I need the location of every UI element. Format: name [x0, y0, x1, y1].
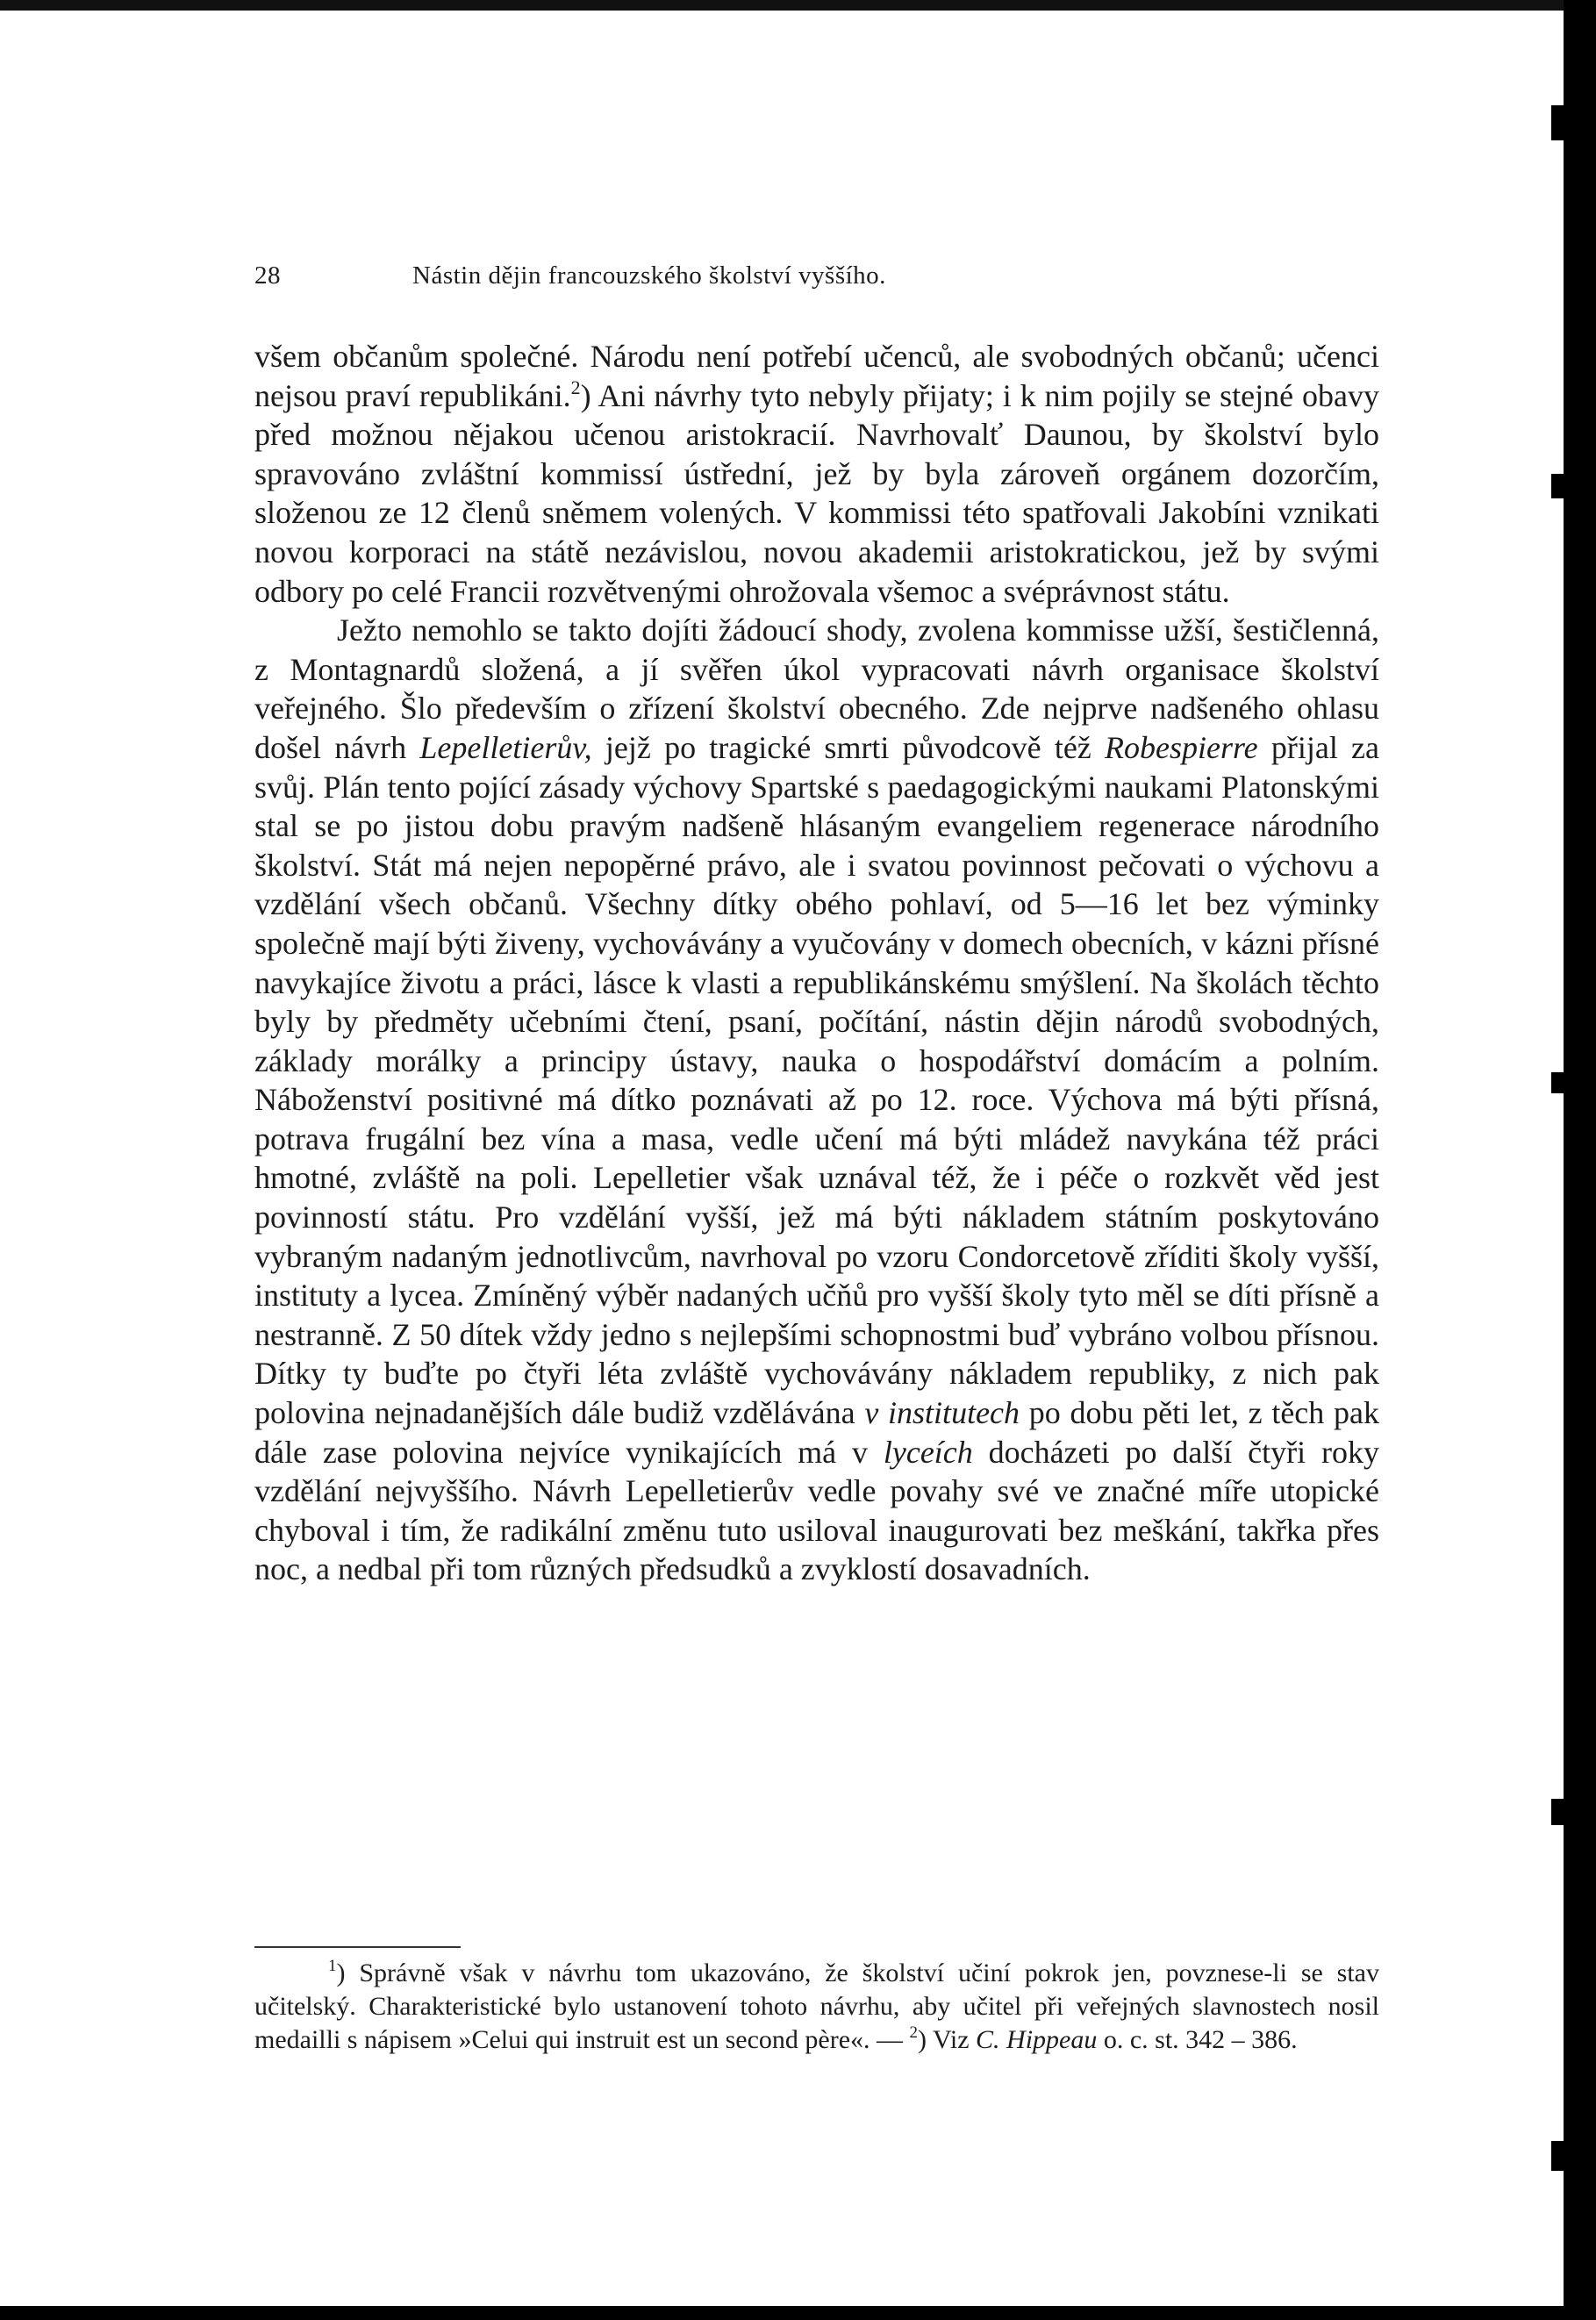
scan-edge-right [1564, 0, 1596, 2320]
text-run: jejž po tragické smrti původcově též [591, 729, 1106, 765]
paragraph-1 [254, 337, 1379, 611]
paragraph-2 [254, 611, 1379, 1589]
footnote-divider [254, 1946, 461, 1948]
text-run: přijal za svůj. Plán tento pojící zásady výchovy Spartské s paedagogickými naukami Platonskými stal se po jistou dobu pravým nadšeně hlásaným evangeliem regenerace národního školství. Stát má nejen nepopěrné právo, ale i svatou povinnost pečovati o výchovu a vzdělání všech občanů. Všechny dítky obého pohlaví, od 5—16 let bez výminky společně mají býti živeny, vychovávány a vyučovány v domech obecních, v kázni přísné navykajíce životu a práci, lásce k vlasti a republikánskému smýšlení. Na školách těchto byly by předměty učebními čtení, psaní, počítání, nástin dějin národů svobodných, základy morálky a principy ústavy, nauka o hospodářství domácím a polním. Náboženství positivné má dítko poznávati až po 12. roce. Výchova má býti přísná, potrava frugální bez vína a masa, vedle učení má býti mládež navykána též práci hmotné, zvláště na poli. Lepelletier však uznával též, že i péče o rozkvět věd jest povinností státu. Pro vzdělání vyšší, jež má býti nákladem státním poskytováno vybraným nadaným jednotlivcům, navrhoval po vzoru Condorcetově zříditi školy vyšší, instituty a lycea. Zmíněný výběr nadaných učňů pro vyšší školy tyto měl se díti přísně a nestranně. Z 50 dítek vždy jedno s nejlepšími schopnostmi buď vybráno volbou přísnou. Dítky ty buďte po čtyři léta zvláště vychovávány nákladem republiky, z nich pak polovina nejnadanějších dále budiž vzdělávána [254, 729, 1380, 1431]
footnote-text: ) Viz [918, 2025, 977, 2054]
scan-edge-mark [1551, 105, 1564, 140]
main-text [254, 337, 1379, 1589]
footnote-number: 1 [328, 1957, 337, 1975]
scan-edge-mark [1551, 1072, 1564, 1093]
text-run: Ježto nemohlo se takto dojíti žádoucí shody, zvolena kommisse užší, šestičlenná, z Montagnardů složená, a jí svěřen úkol vypracovati návrh organisace školství veřejného. Šlo především o zřízení školství obecného. Zde nejprve nadšeného ohlasu došel návrh [254, 612, 1379, 765]
page-number: 28 [254, 261, 281, 290]
emphasis-name: Lepelletierův, [419, 729, 592, 765]
footnote-block [254, 1957, 1379, 2057]
text-run: ) Ani návrhy tyto nebyly přijaty; i k nim pojily se stejné obavy před možnou nějakou učenou aristokracií. Navrhovalť Daunou, by školství bylo spravováno zvláštní kommissí ústřední, jež by byla zároveň orgánem dozorčím, složenou ze 12 členů sněmem volených. V kommissi této spatřovali Jakobíni vznikati novou korporaci na státě nezávislou, novou akademii aristokratickou, jež by svými odbory po celé Francii rozvětvenými ohrožovala všemoc a svéprávnost státu. [254, 377, 1379, 609]
emphasis-term: v institutech [864, 1395, 1020, 1431]
scan-edge-mark [1551, 1799, 1564, 1825]
footnote-number: 2 [909, 2023, 919, 2042]
text-run: všem občanům společné. Národu není potřebí učenců, ale svobodných občanů; učenci nejsou praví republikáni. [254, 339, 1379, 413]
running-header [254, 261, 1379, 293]
footnote-text: ) Správně však v návrhu tom ukazováno, že školství učiní pokrok jen, povznese-li se stav učitelský. Charakteristické bylo ustanovení tohoto návrhu, aby učitel při veřejných slavnostech nosil medailli s nápisem »Celui qui instruit est un second père«. — [254, 1958, 1379, 2054]
scan-edge-bottom [0, 2306, 1596, 2320]
running-title: Nástin dějin francouzského školství vyššího. [412, 261, 886, 290]
scan-edge-mark [1551, 2141, 1564, 2171]
text-run: docházeti po další čtyři roky vzdělání nejvyššího. Návrh Lepelletierův vedle povahy své ve značné míře utopické chyboval i tím, že radikální změnu tuto usiloval inaugurovati bez meškání, takřka přes noc, a nedbal při tom různých předsudků a zvyklostí dosavadních. [254, 1434, 1380, 1587]
text-run: po dobu pěti let, z těch pak dále zase polovina nejvíce vynikajících má v [254, 1395, 1379, 1470]
footnotes [254, 1957, 1379, 2057]
footnote-text: o. c. st. 342 – 386. [1097, 2025, 1298, 2054]
footnote-ref: 2 [570, 376, 581, 398]
emphasis-name: Robespierre [1105, 729, 1258, 765]
scan-edge-top [0, 0, 1596, 11]
footnote-author: C. Hippeau [976, 2025, 1098, 2054]
scan-edge-mark [1551, 474, 1564, 498]
emphasis-term: lyceích [883, 1434, 973, 1470]
